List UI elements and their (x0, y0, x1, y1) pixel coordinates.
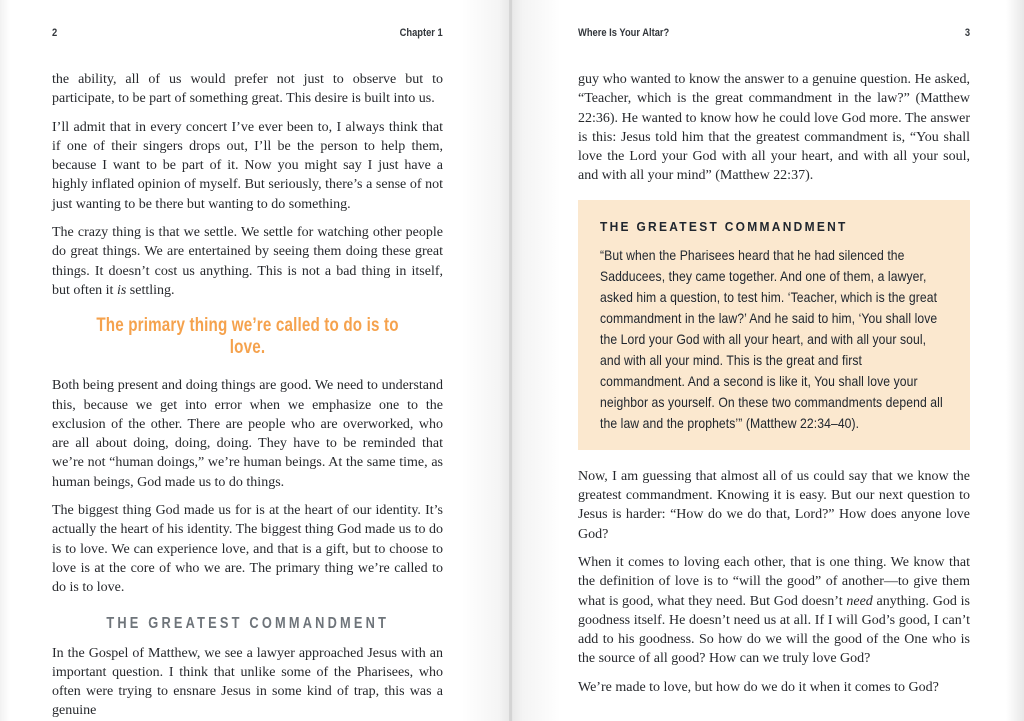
body-paragraph: In the Gospel of Matthew, we see a lawyer approached Jesus with an important question. I think that unlike some of the Pharisees, who often were trying to ensnare Jesus in some kind of trap, this was a genuine (52, 645, 443, 719)
callout-quote-text: “But when the Pharisees heard that he had silenced the Sadducees, they came together. And one of them, a lawyer, asked him a question, to test him. ‘Teacher, which is the great commandment in the law?’ And he said to him, ‘You shall love the Lord your God with all your heart, and with all your soul, and with all your mind. This is the great and first commandment. And a second is like it, You shall love your neighbor as yourself. On these two commandments depend all the law and the prophets’” (Matthew 22:34–40). (600, 246, 943, 431)
pull-quote (52, 315, 443, 359)
body-paragraph: Both being present and doing things are good. We need to understand this, because we get into error when we emphasize one to the exclusion of the other. There are people who are overworked, who are all about doing, doing, doing. They have to be reminded that we’re not “human doings,” we’re human beings. At the same time, as human beings, God made us to do things. (52, 378, 443, 490)
body-paragraph: Now, I am guessing that almost all of us could say that we know the greatest commandment. Knowing it is easy. But our next question to Jesus is harder: “How do we do that, Lord?” How does anyone love God? (578, 468, 970, 542)
section-heading (52, 615, 443, 633)
scripture-callout-box (578, 200, 970, 450)
running-head-title: Where Is Your Altar? (578, 27, 670, 39)
body-paragraph (578, 553, 970, 669)
paragraph-text: anything. God is goodness itself. He doesn’t need us at all. If I will God’s good, I can’t add to his goodness. So how do we will the good of the One who is the source of all good? How can we truly love God? (578, 593, 970, 667)
pull-quote-text: The primary thing we’re called to do is to love. (96, 315, 399, 359)
body-paragraph: We’re made to love, but how do we do it when it comes to God? (578, 679, 939, 695)
body-paragraph: The biggest thing God made us for is at the heart of our identity. It’s actually the heart of his identity. The biggest thing God made us to do is to love. We can experience love, and that is a gift, but to choose to love is at the core of who we are. The primary thing we’re called to do is to love. (52, 503, 443, 596)
body-paragraph: I’ll admit that in every concert I’ve ever been to, I always think that if one of their singers drops out, I’ll be the person to help them, because I want to be part of it. Now you might say I just have a highly inflated opinion of myself. But seriously, there’s a sense of not just wanting to be there but wanting to do something. (52, 119, 443, 212)
callout-heading (600, 218, 946, 236)
paragraph-text: When it comes to loving each other, that is one thing. We know that the definition of love is to “will the good” of another—to give them what is good, what they need. But God doesn’t (578, 554, 970, 609)
page-number-left: 2 (52, 27, 58, 39)
callout-heading-text: THE GREATEST COMMANDMENT (600, 218, 848, 234)
section-heading-text: THE GREATEST COMMANDMENT (106, 614, 389, 632)
body-paragraph: the ability, all of us would prefer not just to observe but to participate, to be part of something great. This desire is built into us. (52, 72, 443, 107)
italic-word: is (116, 282, 127, 298)
running-head-chapter: Chapter 1 (399, 27, 443, 39)
body-paragraph: guy who wanted to know the answer to a genuine question. He asked, “Teacher, which is the great commandment in the law?” (Matthew 22:36). He wanted to know how he could love God more. The answer is this: Jesus told him that the greatest commandment is, “You shall love the Lord your God with all your heart, and with all your soul, and with all your mind” (Matthew 22:37). (578, 72, 970, 184)
running-head-row-right (578, 27, 970, 39)
page-right (512, 0, 1024, 721)
paragraph-text: The crazy thing is that we settle. We settle for watching other people do great things. We are entertained by seeing them doing these great things. It doesn’t cost us anything. This is not a bad thing in itself, but often it (52, 225, 443, 298)
italic-word: need (846, 593, 873, 609)
body-paragraph (52, 223, 443, 300)
paragraph-text: settling. (126, 282, 175, 298)
page-number-right: 3 (964, 27, 970, 39)
running-head-row-left (52, 27, 443, 39)
